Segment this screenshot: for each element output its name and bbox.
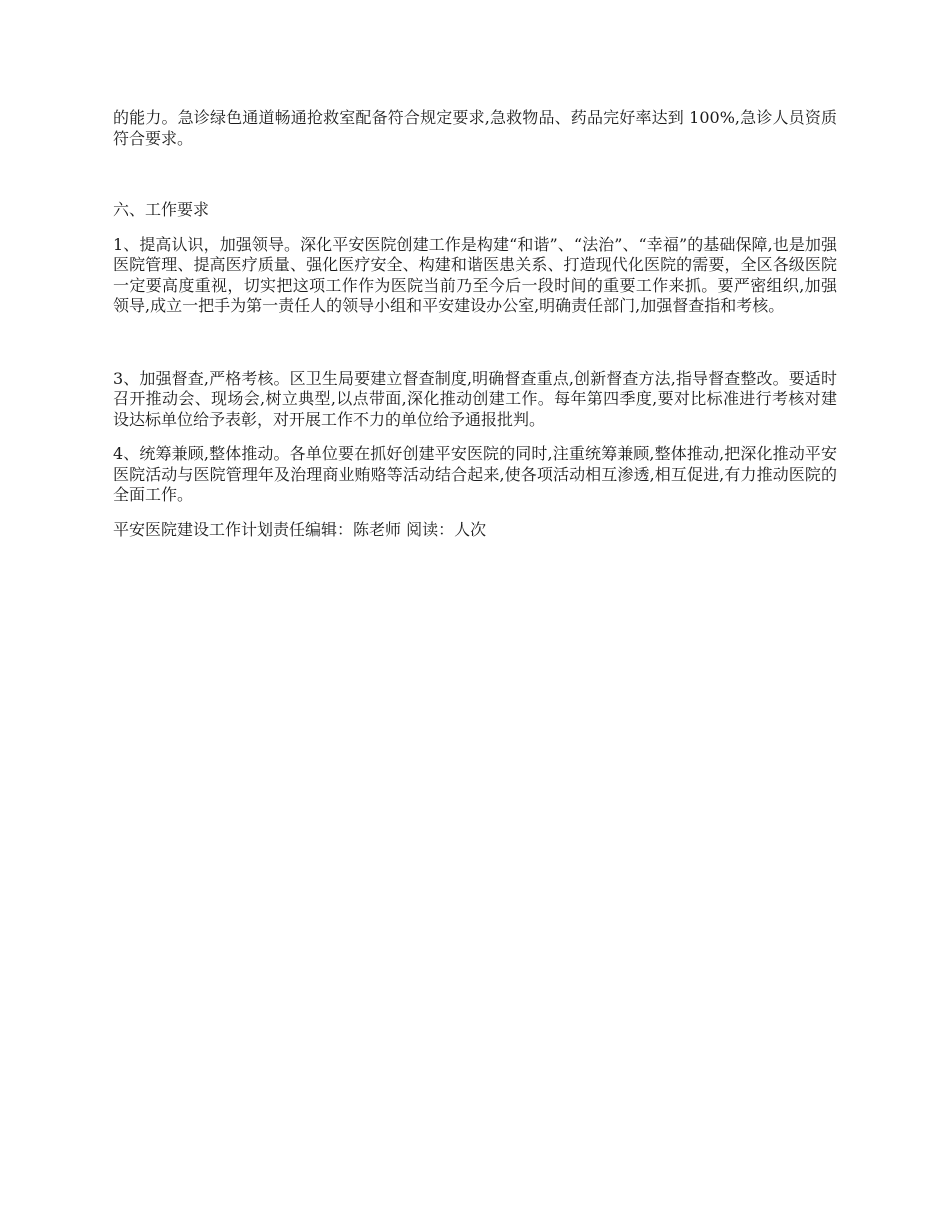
editor-footer-line: 平安医院建设工作计划责任编辑：陈老师 阅读：人次 [113, 519, 487, 539]
requirement-item-4: 4、统筹兼顾,整体推动。各单位要在抓好创建平安医院的同时,注重统筹兼顾,整体推动,把深化推动平安医院活动与医院管理年及治理商业贿赂等活动结合起来,使各项活动相互渗透,相互促进,有力推动医院的全面工作。 [113, 444, 837, 504]
requirement-item-3: 3、加强督查,严格考核。区卫生局要建立督查制度,明确督查重点,创新督查方法,指导督查整改。要适时召开推动会、现场会,树立典型,以点带面,深化推动创建工作。每年第四季度,要对比标准进行考核对建设达标单位给予表彰，对开展工作不力的单位给予通报批判。 [113, 368, 837, 429]
document-body [113, 108, 837, 540]
requirement-item-1: 1、提高认识，加强领导。深化平安医院创建工作是构建“和谐”、“法治”、“幸福”的基础保障,也是加强医院管理、提高医疗质量、强化医疗安全、构建和谐医患关系、打造现代化医院的需要，全区各级医院一定要高度重视，切实把这项工作作为医院当前乃至今后一段时间的重要工作来抓。要严密组织,加强领导,成立一把手为第一责任人的领导小组和平安建设办公室,明确责任部门,加强督查指和考核。 [113, 234, 837, 315]
section-heading: 六、工作要求 [113, 200, 210, 219]
intro-paragraph: 的能力。急诊绿色通道畅通抢救室配备符合规定要求,急救物品、药品完好率达到 100%,急诊人员资质符合要求。 [113, 108, 837, 148]
